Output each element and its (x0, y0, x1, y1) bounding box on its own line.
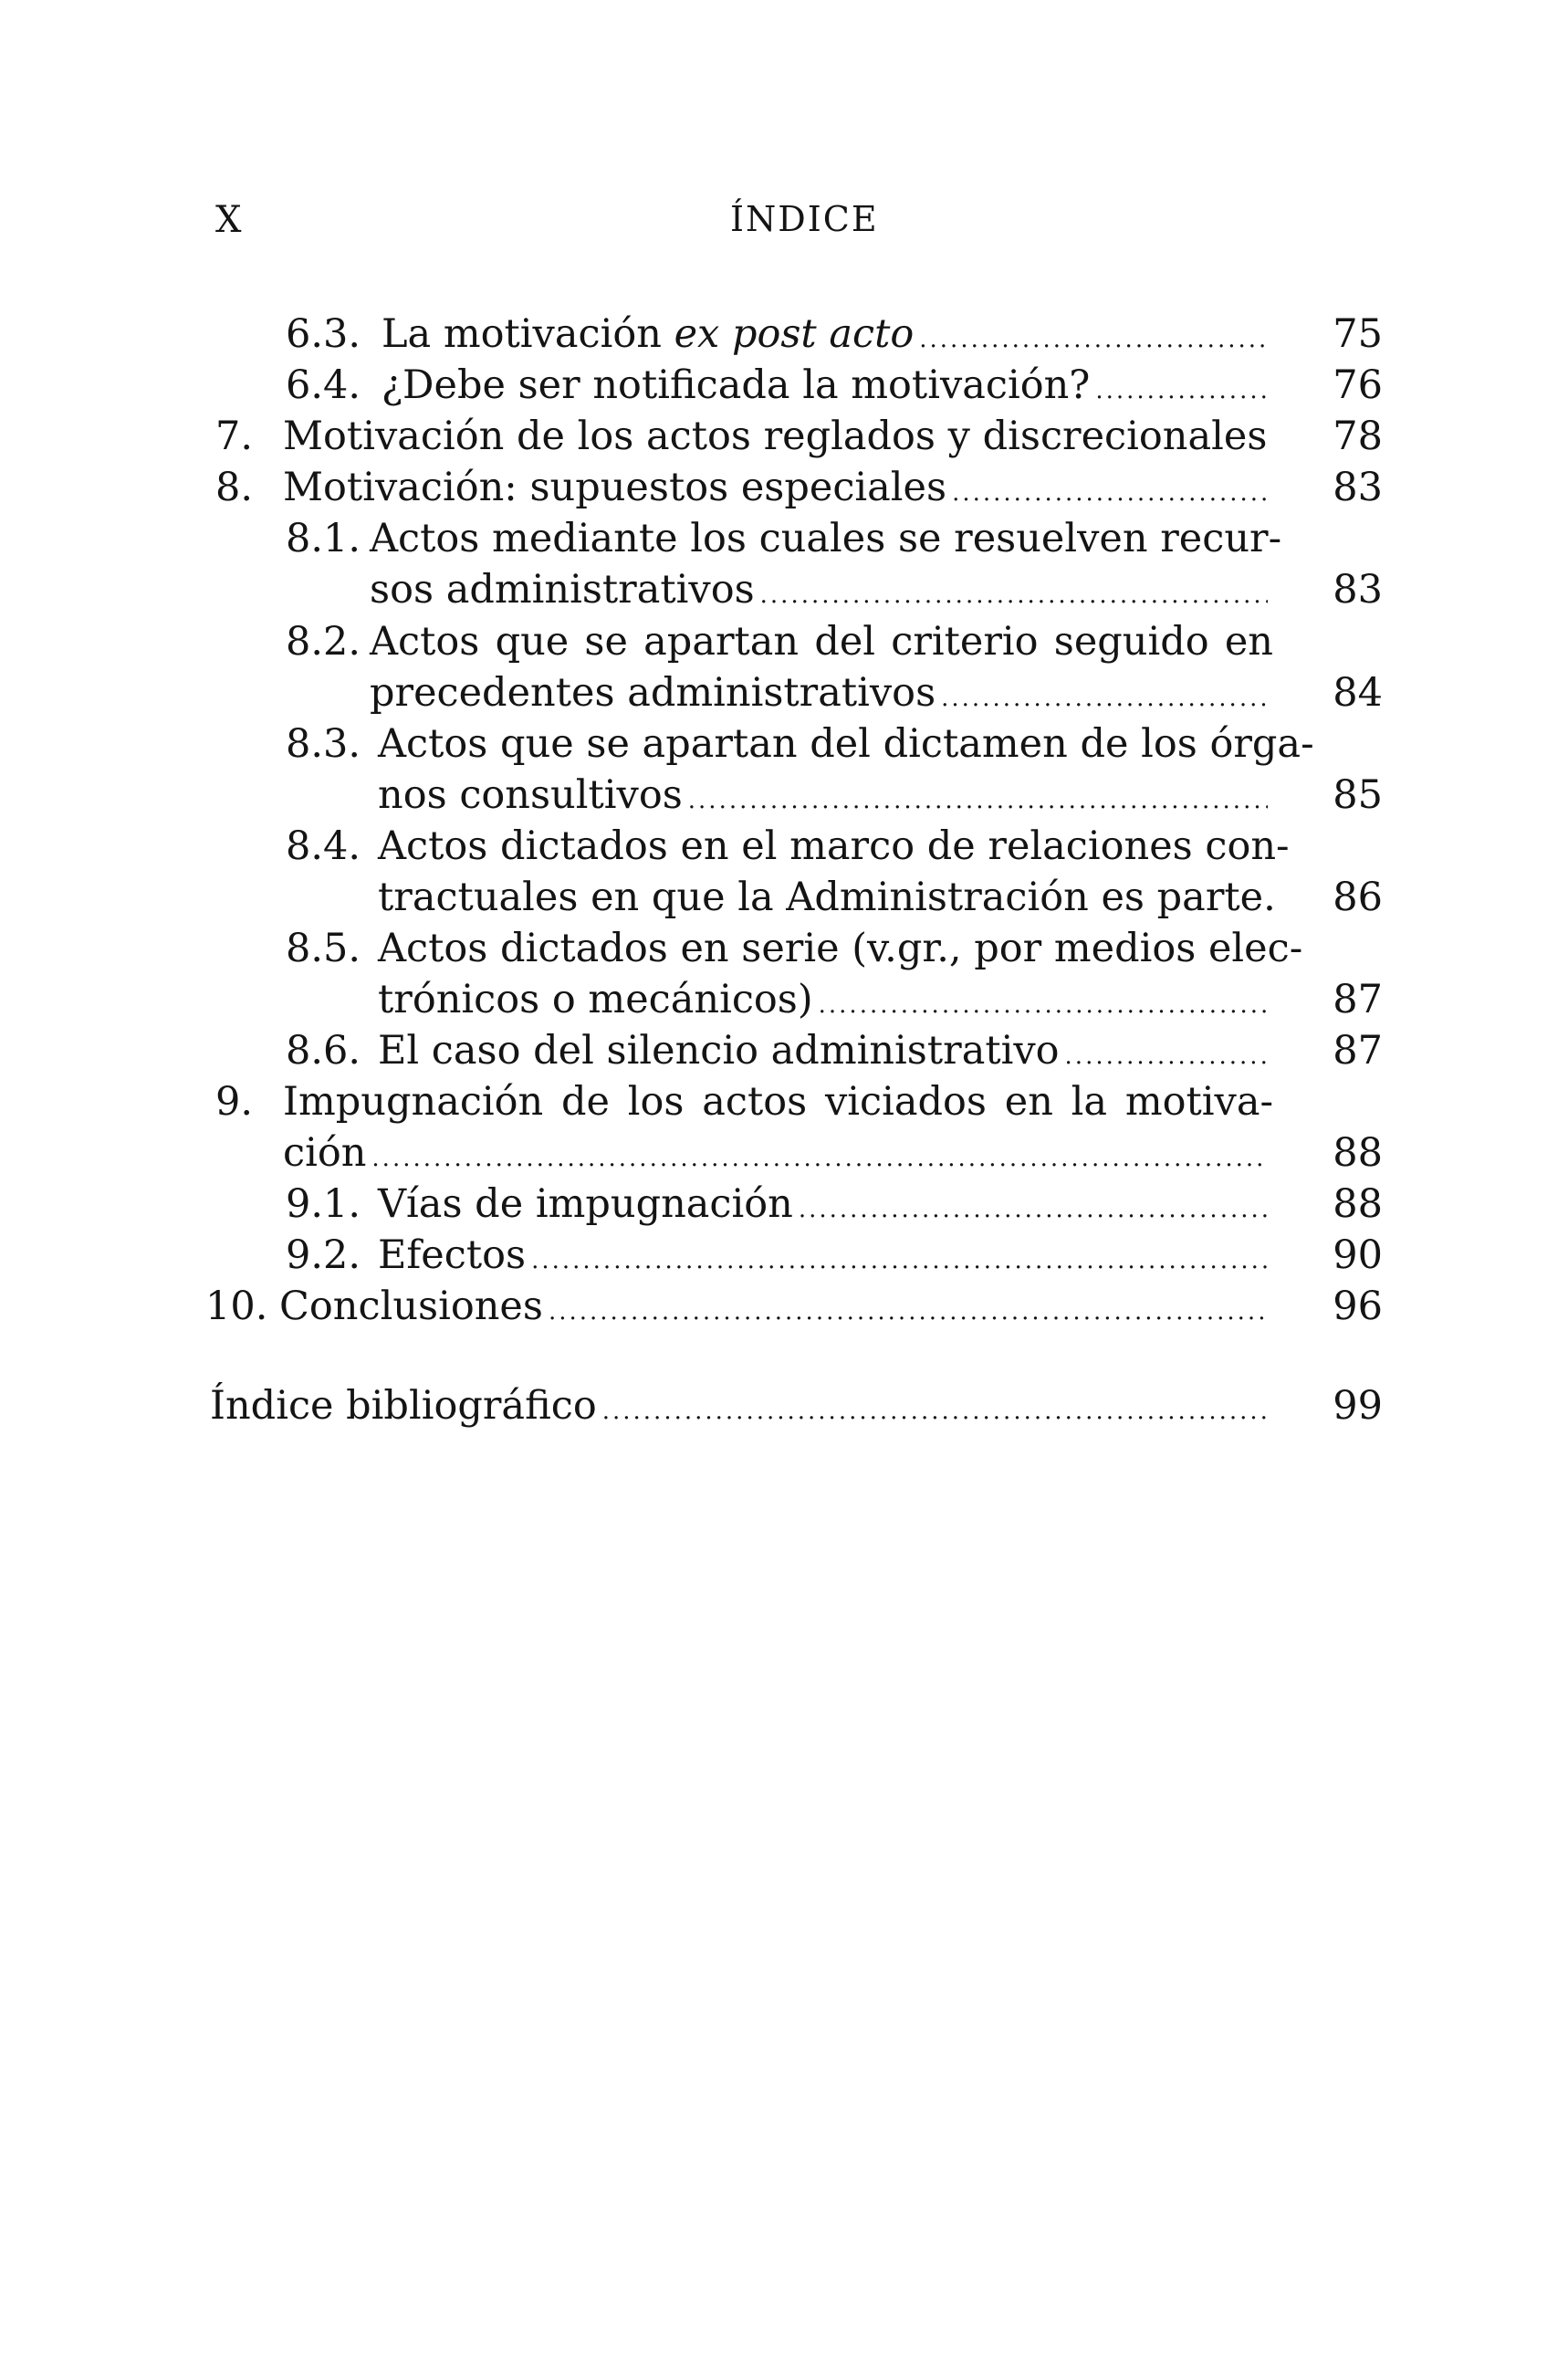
toc-entry-number: 8. (215, 465, 254, 510)
running-title: ÍNDICE (730, 199, 879, 239)
toc-entry-number: 10. (205, 1284, 268, 1329)
dot-leader (602, 1386, 1268, 1437)
toc-entry-page-number: 85 (1333, 772, 1383, 818)
toc-entry-number: 8.4. (286, 823, 361, 869)
dot-leader (941, 673, 1268, 724)
toc-entry-number: 6.4. (286, 362, 361, 408)
dot-leader (760, 570, 1268, 621)
dot-leader (371, 1133, 1268, 1184)
toc-entry-number: 9.1. (286, 1181, 361, 1227)
toc-entry-title: tractuales en que la Administración es parte. (378, 875, 1276, 920)
toc-entry-title: Motivación: supuestos especiales (283, 465, 947, 510)
toc-entry-title: ción (283, 1130, 367, 1176)
dot-leader (688, 775, 1268, 826)
toc-entry-title: precedentes administrativos (370, 670, 936, 716)
running-header (0, 199, 1568, 254)
toc-entry-page-number: 75 (1333, 311, 1383, 357)
toc-entry-page-number: 88 (1333, 1130, 1383, 1176)
page-folio: X (215, 199, 243, 241)
dot-leader (819, 980, 1268, 1031)
toc-entry-page-number: 83 (1333, 465, 1383, 510)
toc-entry-page-number: 84 (1333, 670, 1383, 716)
toc-entry-page-number: 76 (1333, 362, 1383, 408)
dot-leader (1095, 365, 1268, 416)
toc-entry-title: Actos que se apartan del criterio seguido en (370, 619, 1273, 665)
toc-entry[interactable] (0, 616, 1568, 718)
toc-entry-page-number: 99 (1333, 1383, 1383, 1429)
toc-entry-number: 8.5. (286, 926, 361, 971)
toc-entry[interactable] (0, 513, 1568, 615)
toc-entry-page-number: 90 (1333, 1232, 1383, 1278)
toc-entry-title: La motivación ex post acto (382, 311, 915, 357)
toc-entry[interactable] (0, 923, 1568, 1025)
toc-entry-number: 7. (215, 414, 254, 459)
toc-entry-title: Actos dictados en serie (v.gr., por medios elec- (378, 926, 1303, 971)
dot-leader (549, 1286, 1268, 1337)
toc-entry-page-number: 87 (1333, 977, 1383, 1022)
toc-entry-title: Impugnación de los actos viciados en la motiva- (283, 1079, 1273, 1125)
toc-entry[interactable] (0, 309, 1568, 360)
toc-entry-page-number: 78 (1333, 414, 1383, 459)
dot-leader (799, 1184, 1268, 1235)
toc-entry[interactable] (0, 360, 1568, 411)
toc-entry-title: Motivación de los actos reglados y discrecionales (283, 414, 1268, 459)
dot-leader (952, 467, 1268, 519)
toc-entry-number: 8.3. (286, 721, 361, 767)
toc-entry-page-number: 83 (1333, 567, 1383, 613)
toc-entry[interactable] (0, 1380, 1568, 1431)
toc-entry-page-number: 86 (1333, 875, 1383, 920)
toc-entry-number: 8.6. (286, 1028, 361, 1074)
toc-entry-title: Efectos (378, 1232, 527, 1278)
toc-entry-page-number: 88 (1333, 1181, 1383, 1227)
dot-leader (531, 1235, 1268, 1286)
toc-entry[interactable] (0, 821, 1568, 923)
toc-entry[interactable] (0, 1230, 1568, 1281)
toc-entry[interactable] (0, 1076, 1568, 1179)
toc-entry-title: Actos que se apartan del dictamen de los órga- (378, 721, 1314, 767)
toc-entry-number: 9.2. (286, 1232, 361, 1278)
toc-entry[interactable] (0, 1281, 1568, 1332)
toc-entry-title: Actos dictados en el marco de relaciones con- (378, 823, 1290, 869)
toc-entry-title: sos administrativos (370, 567, 755, 613)
toc-entry-title: El caso del silencio administrativo (378, 1028, 1060, 1074)
toc-entry-title: Índice bibliográfico (210, 1383, 597, 1429)
toc-entry-page-number: 96 (1333, 1284, 1383, 1329)
toc-entry-title: trónicos o mecánicos) (378, 977, 813, 1022)
toc-entry[interactable] (0, 411, 1568, 462)
toc-entry[interactable] (0, 718, 1568, 821)
toc-entry-number: 8.1. (286, 516, 361, 561)
toc-entry-title: Actos mediante los cuales se resuelven recur- (370, 516, 1282, 561)
toc-entry-page-number: 87 (1333, 1028, 1383, 1074)
toc-entry[interactable] (0, 462, 1568, 513)
toc-entry-number: 8.2. (286, 619, 361, 665)
toc-entry[interactable] (0, 1025, 1568, 1076)
dot-leader (919, 314, 1268, 365)
toc-entry-title: ¿Debe ser notificada la motivación? (382, 362, 1091, 408)
toc-entry-number: 9. (215, 1079, 254, 1125)
toc-entry-number: 6.3. (286, 311, 361, 357)
toc-entry-title: Conclusiones (279, 1284, 543, 1329)
toc-entry-title: Vías de impugnación (378, 1181, 793, 1227)
toc-entry-title: nos consultivos (378, 772, 683, 818)
dot-leader (1065, 1031, 1268, 1082)
toc-entry[interactable] (0, 1179, 1568, 1230)
